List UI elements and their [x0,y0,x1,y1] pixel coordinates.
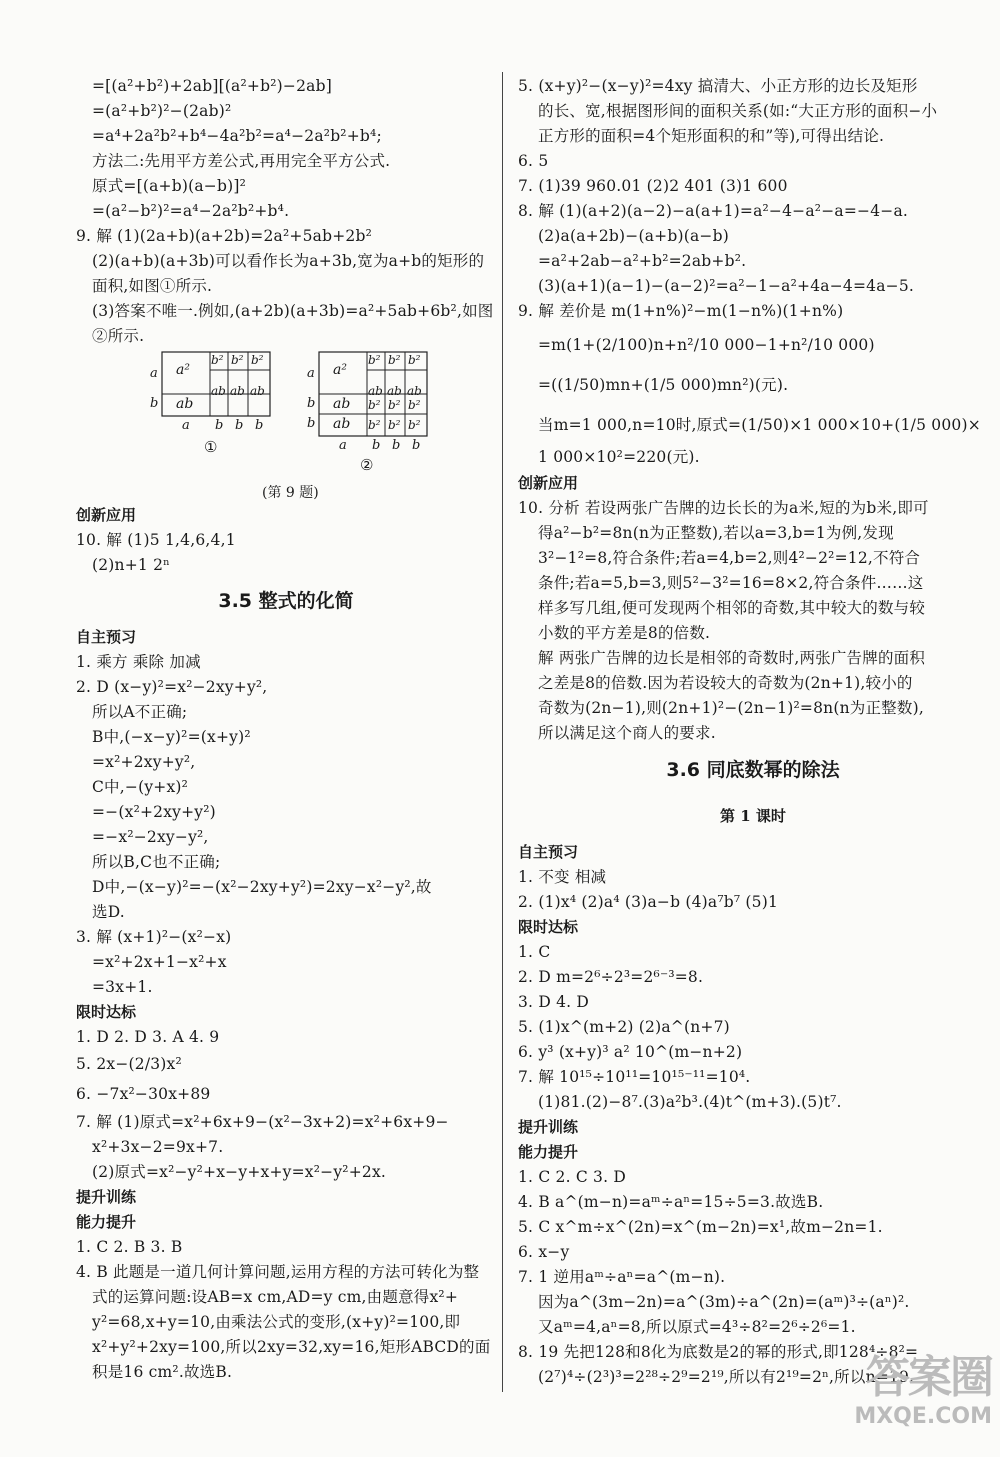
cell-label: ab [230,384,245,398]
text-line: 1. C 2. C 3. D [518,1168,626,1186]
text-line: 6. x−y [518,1243,570,1261]
text-line: 1. D 2. D 3. A 4. 9 [76,1028,220,1046]
side-label: a [150,366,158,381]
section-heading: 3.6 同底数幂的除法 [666,759,840,781]
text-line: 的长、宽,根据图形间的面积关系(如:“大正方形的面积−小 [538,102,938,120]
text-line: (2⁷)⁴÷(2³)³=2²⁸÷2⁹=2¹⁹,所以有2¹⁹=2ⁿ,所以n=19. [538,1368,915,1386]
figure-2 [305,348,445,458]
text-line: 选D. [92,903,125,921]
text-line: 之差是8的倍数.因为若设较大的奇数为(2n+1),较小的 [538,674,913,692]
side-label: a [339,438,347,453]
text-line: 3. 解 (x+1)²−(x²−x) [76,928,232,946]
question-10: 10. 解 (1)5 1,4,6,4,1 [76,531,236,549]
text-line: B中,(−x−y)²=(x+y)² [92,728,251,746]
text-line: (3)答案不唯一.例如,(a+2b)(a+3b)=a²+5ab+6b²,如图 [92,302,494,320]
side-label: b [215,418,224,433]
figure-number: ② [360,456,374,474]
text-line: 5. (x+y)²−(x−y)²=4xy 搞清大、小正方形的边长及矩形 [518,77,918,95]
text-line: =a²+2ab−a²+b²=2ab+b². [538,252,747,270]
section-label: 自主预习 [518,843,579,861]
cell-label: b² [251,353,264,367]
cell-label: ab [368,384,383,398]
cell-label: ab [250,384,265,398]
text-line: 正方形的面积=4个矩形面积的和”等),可得出结论. [538,127,885,145]
text-line: 解 两张广告牌的边长是相邻的奇数时,两张广告牌的面积 [538,649,926,667]
watermark-logo [842,1352,992,1447]
cell-label: b² [408,353,421,367]
column-divider [502,72,503,1392]
text-line: 因为a^(3m−2n)=a^(3m)÷a^(2n)=(aᵐ)³÷(aⁿ)². [538,1293,910,1311]
text-line: =a⁴+2a²b²+b⁴−4a²b²=a⁴−2a²b²+b⁴; [92,127,382,145]
text-line: 7. 解 (1)原式=x²+6x+9−(x²−3x+2)=x²+6x+9− [76,1113,449,1131]
text-line: =x²+2xy+y², [92,753,196,771]
text-line: =3x+1. [92,978,153,996]
text-line: =((1/50)mn+(1/5 000)mn²)(元). [538,376,789,394]
cell-label: b² [388,418,401,432]
text-line: 2. D (x−y)²=x²−2xy+y², [76,678,268,696]
side-label: b [307,396,316,411]
text-line: 1 000×10²=220(元). [538,448,700,466]
text-line: 方法二:先用平方差公式,再用完全平方公式. [92,152,391,170]
question-9: 9. 解 (1)(2a+b)(a+2b)=2a²+5ab+2b² [76,227,373,245]
text-line: 原式=[(a+b)(a−b)]² [92,177,246,195]
text-line: x²+y²+2xy=100,所以2xy=32,xy=16,矩形ABCD的面 [92,1338,491,1356]
cell-label: a² [333,362,347,378]
text-line: 1. 不变 相减 [518,868,607,886]
side-label: b [255,418,264,433]
text-line: =[(a²+b²)+2ab][(a²+b²)−2ab] [92,77,332,95]
cell-label: ab [211,384,226,398]
text-line: 式的运算问题:设AB=x cm,AD=y cm,由题意得x²+ [92,1288,459,1306]
text-line: 8. 解 (1)(a+2)(a−2)−a(a+1)=a²−4−a²−a=−4−a. [518,202,909,220]
text-line: y²=68,x+y=10,由乘法公式的变形,(x+y)²=100,即 [92,1313,461,1331]
text-line: 4. B 此题是一道几何计算问题,运用方程的方法可转化为整 [76,1263,480,1281]
text-line: =x²+2x+1−x²+x [92,953,227,971]
text-line: 7. (1)39 960.01 (2)2 401 (3)1 600 [518,177,788,195]
text-line: 1. C 2. B 3. B [76,1238,183,1256]
text-line: (1)81.(2)−8⁷.(3)a²b³.(4)t^(m+3).(5)t⁷. [538,1093,842,1111]
side-label: b [392,438,401,453]
text-line: 条件;若a=5,b=3,则5²−3²=16=8×2,符合条件……这 [538,574,924,592]
text-line: D中,−(x−y)²=−(x²−2xy+y²)=2xy−x²−y²,故 [92,878,432,896]
text-line: =(a²−b²)²=a⁴−2a²b²+b⁴. [92,202,290,220]
text-line: 9. 解 差价是 m(1+n%)²−m(1−n%)(1+n%) [518,302,844,320]
text-line: 1. C [518,943,551,961]
section-label: 提升训练 [518,1118,579,1136]
text-line: 5. (1)x^(m+2) (2)a^(n+7) [518,1018,730,1036]
figure-1 [148,348,288,458]
text-line: =−(x²+2xy+y²) [92,803,216,821]
text-line: 5. 2x−(2/3)x² [76,1055,182,1073]
cell-label: ab [176,396,194,412]
text-line: 1. 乘方 乘除 加减 [76,653,201,671]
section-label: 创新应用 [518,474,579,492]
text-line: 6. −7x²−30x+89 [76,1085,211,1103]
side-label: b [235,418,244,433]
cell-label: b² [408,418,421,432]
text-line: (2)(a+b)(a+3b)可以看作长为a+3b,宽为a+b的矩形的 [92,252,485,270]
cell-label: b² [388,353,401,367]
side-label: b [412,438,421,453]
text-line: 积是16 cm².故选B. [92,1363,233,1381]
text-line: ②所示. [92,327,145,345]
text-line: 5. C x^m÷x^(2n)=x^(m−2n)=x¹,故m−2n=1. [518,1218,883,1236]
cell-label: b² [368,398,381,412]
text-line: (3)(a+1)(a−1)−(a−2)²=a²−1−a²+4a−4=4a−5. [538,277,915,295]
figure-caption: (第 9 题) [262,485,319,501]
cell-label: ab [333,416,351,432]
text-line: 6. 5 [518,152,549,170]
text-line: (2)原式=x²−y²+x−y+x+y=x²−y²+2x. [92,1163,387,1181]
text-line: (2)a(a+2b)−(a+b)(a−b) [538,227,729,245]
cell-label: a² [176,362,190,378]
cell-label: b² [368,418,381,432]
text-line: 8. 19 先把128和8化为底数是2的幂的形式,即128⁴÷8²= [518,1343,919,1361]
cell-label: b² [211,353,224,367]
figure-number: ① [204,438,218,456]
text-line: =(a²+b²)²−(2ab)² [92,102,232,120]
section-label: 创新应用 [76,506,137,524]
text-line: 4. B a^(m−n)=aᵐ÷aⁿ=15÷5=3.故选B. [518,1193,824,1211]
section-label: 能力提升 [76,1213,137,1231]
lesson-label: 第 1 课时 [720,807,786,825]
text-line: 所以满足这个商人的要求. [538,724,716,742]
text-line: 得a²−b²=8n(n为正整数),若以a=3,b=1为例,发现 [538,524,894,542]
watermark-url: MXQE.COM [854,1404,992,1429]
text-line: =−x²−2xy−y², [92,828,209,846]
section-heading: 3.5 整式的化简 [218,590,354,612]
cell-label: b² [368,353,381,367]
text-line: 面积,如图①所示. [92,277,213,295]
text-line: 7. 解 10¹⁵÷10¹¹=10¹⁵⁻¹¹=10⁴. [518,1068,751,1086]
text-line: 2. D m=2⁶÷2³=2⁶⁻³=8. [518,968,704,986]
text-line: 样多写几组,便可发现两个相邻的奇数,其中较大的数与较 [538,599,926,617]
watermark-text: 答案圈 [866,1352,992,1403]
side-label: b [372,438,381,453]
section-label: 限时达标 [76,1003,137,1021]
section-label: 能力提升 [518,1143,579,1161]
cell-label: ab [407,384,422,398]
text-line: 2. (1)x⁴ (2)a⁴ (3)a−b (4)a⁷b⁷ (5)1 [518,893,779,911]
cell-label: b² [388,398,401,412]
section-label: 提升训练 [76,1188,137,1206]
side-label: b [307,416,316,431]
text-line: 奇数为(2n−1),则(2n+1)²−(2n−1)²=8n(n为正整数), [538,699,924,717]
text-line: 小数的平方差是8的倍数. [538,624,711,642]
text-line: 6. y³ (x+y)³ a² 10^(m−n+2) [518,1043,743,1061]
text-line: x²+3x−2=9x+7. [92,1138,224,1156]
text-line: 又aᵐ=4,aⁿ=8,所以原式=4³÷8²=2⁶÷2⁶=1. [538,1318,856,1336]
text-line: 10. 分析 若设两张广告牌的边长长的为a米,短的为b米,即可 [518,499,929,517]
text-line: 所以A不正确; [92,703,188,721]
text-line: C中,−(y+x)² [92,778,189,796]
side-label: b [150,396,159,411]
section-label: 自主预习 [76,628,137,646]
side-label: a [307,366,315,381]
text-line: =m(1+(2/100)n+n²/10 000−1+n²/10 000) [538,336,875,354]
text-line: 所以B,C也不正确; [92,853,221,871]
text-line: 当m=1 000,n=10时,原式=(1/50)×1 000×10+(1/5 000)× [538,416,981,434]
text-line: 7. 1 逆用aᵐ÷aⁿ=a^(m−n). [518,1268,726,1286]
cell-label: ab [387,384,402,398]
cell-label: b² [231,353,244,367]
cell-label: ab [333,396,351,412]
text-line: 3. D 4. D [518,993,590,1011]
section-label: 限时达标 [518,918,579,936]
text-line: (2)n+1 2ⁿ [92,556,171,574]
text-line: 3²−1²=8,符合条件;若a=4,b=2,则4²−2²=12,不符合 [538,549,921,567]
side-label: a [182,418,190,433]
cell-label: b² [408,398,421,412]
